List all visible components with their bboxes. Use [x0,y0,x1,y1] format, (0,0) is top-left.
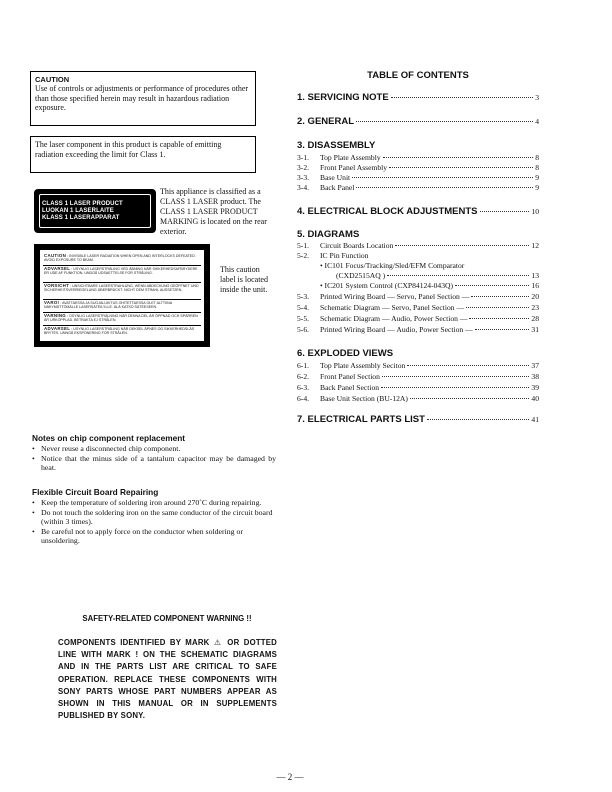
toc-section-6[interactable]: 6. EXPLODED VIEWS [297,348,394,359]
toc-item[interactable]: (CXD2515AQ ) 13 [336,271,539,280]
laser-class-box [30,136,256,173]
toc-title: TABLE OF CONTENTS [367,70,469,81]
caution-text: Use of controls or adjustments or performance of procedures other than those specified herein may result in hazardous radiation exposure. [35,84,249,113]
page-number: — 2 — [276,772,304,782]
warning-row: ADVARSEL : USYNLIG LASERSTRÅLING VED ÅBNING NÅR SIKKERHEDSAFBRYDERE ER UDE AF FUNKTION. UNDGÅ UDSAETTELSE FOR STRÅLING. [44,267,198,276]
chip-notes-title: Notes on chip component replacement [32,433,186,443]
list-item: • Never reuse a disconnected chip component. [32,444,181,453]
flex-notes-list [32,498,276,546]
toc-item[interactable]: 3-3. Base Unit 9 [297,173,539,182]
toc-item[interactable]: 5-6. Printed Wiring Board — Audio, Power Section — 31 [297,325,539,334]
class1-label-line: LUOKAN 1 LASERLAITE [42,208,114,214]
class1-label-line: KLASS 1 LASERAPPARAT [42,215,120,221]
list-item: • Do not touch the soldering iron on the same conductor of the circuit board (within 3 times). [32,507,273,527]
class1-laser-label [34,189,156,233]
toc-item[interactable]: 3-2. Front Panel Assembly 8 [297,163,539,172]
toc-item[interactable]: 5-5. Schematic Diagram — Audio, Power Section — 28 [297,314,539,323]
toc-item[interactable]: 6-1. Top Plate Assembly Seciton 37 [297,361,539,370]
warning-row: VORSICHT : UNSICHTBARE LASERSTRAHLUNG, WENN ABDECKUNG GEÖFFNET UND SICHERHEITSVERRIEGELUNG ÜBERBRÜCKT. NICHT DEM STRAHL AUSSETZEN. [44,284,199,293]
warning-row: VARNING : OSYNLIG LASERSTRÅLNING NÄR DENNA DEL ÄR ÖPPNAD OCH SPÄRREN ÄR URKOPPLAD. BETRAKTA EJ STRÅLEN. [44,314,198,323]
toc-item[interactable]: 6-3. Back Panel Section 39 [297,383,539,392]
toc-section-5[interactable]: 5. DIAGRAMS [297,229,360,240]
toc-item[interactable]: 6-2. Front Panel Section 38 [297,372,539,381]
warning-row: VARO! : AVATTAESSA JA SUOJALUKITUS OHITETTAESSA OLET ALTTIINA NÄKYMÄTTÖMÄLLE LASERSÄTEILYLLE. ÄLÄ KATSO SÄTEESEEN. [44,301,172,310]
toc-item[interactable]: • IC101 Focus/Tracking/Sled/EFM Comparator [320,261,465,270]
safety-warning-body: COMPONENTS IDENTIFIED BY MARK ⚠ OR DOTTED LINE WITH MARK ! ON THE SCHEMATIC DIAGRAMS AND IN THE PARTS LIST ARE CRITICAL TO SAFE OPERATION. REPLACE THESE COMPONENTS WITH SONY PARTS WHOSE PART NUMBERS APPEAR AS SHOWN IN THIS MANUAL OR IN SUPPLEMENTS PUBLISHED BY SONY. [58,638,277,721]
toc-section-1[interactable]: 1. SERVICING NOTE 3 [297,92,539,103]
toc-item[interactable]: 5-3. Printed Wiring Board — Servo, Panel Section — 20 [297,292,539,301]
chip-notes-list [32,444,276,473]
warning-row: ADVARSEL : USYNLIG LASERSTRÅLING NÅR DEKSEL ÅPNES OG SIKKERHEDSLÅS BRYTES. UNNGÅ EKSPONERING FOR STRÅLEN. [44,327,195,336]
toc-item[interactable]: • IC201 System Control (CXP84124-043Q) 16 [320,281,539,290]
list-item: • Keep the temperature of soldering iron around 270˚C during repairing. [32,498,262,507]
toc-item[interactable]: 3-4. Back Panel 9 [297,183,539,192]
class1-label-line: CLASS 1 LASER PRODUCT [42,201,123,207]
safety-warning-title: SAFETY-RELATED COMPONENT WARNING !! [82,614,252,623]
flex-notes-title: Flexible Circuit Board Repairing [32,487,159,497]
warning-label-note: This caution label is located inside the unit. [220,265,268,294]
laser-class-text: The laser component in this product is capable of emitting radiation exceeding the limit for Class 1. [35,140,222,159]
toc-section-7[interactable]: 7. ELECTRICAL PARTS LIST 41 [297,414,539,425]
list-item: • Be careful not to apply force on the conductor when soldering or unsoldering. [32,526,244,546]
toc-item[interactable]: 6-4. Base Unit Section (BU-12A) 40 [297,394,539,403]
toc-item[interactable]: 5-2. IC Pin Function [297,251,369,260]
toc-item[interactable]: 5-4. Schematic Diagram — Servo, Panel Section — 23 [297,303,539,312]
toc-section-3[interactable]: 3. DISASSEMBLY [297,140,376,151]
list-item: • Notice that the minus side of a tantalum capacitor may be damaged by heat. [32,453,276,473]
warning-row: CAUTION : INVISIBLE LASER RADIATION WHEN OPEN AND INTERLOCKS DEFEATED. AVOID EXPOSURE TO BEAM. [44,254,196,263]
caution-warning-label [34,244,210,347]
toc-section-2[interactable]: 2. GENERAL 4 [297,116,539,127]
toc-section-4[interactable]: 4. ELECTRICAL BLOCK ADJUSTMENTS 10 [297,206,539,217]
caution-title: CAUTION [35,75,70,84]
caution-box [30,71,256,126]
toc-item[interactable]: 3-1. Top Plate Assembly 8 [297,153,539,162]
class1-note: This appliance is classified as a CLASS 1 LASER product. The CLASS 1 LASER PRODUCT MARKING is located on the rear exterior. [160,187,267,236]
toc-item[interactable]: 5-1. Circuit Boards Location 12 [297,241,539,250]
